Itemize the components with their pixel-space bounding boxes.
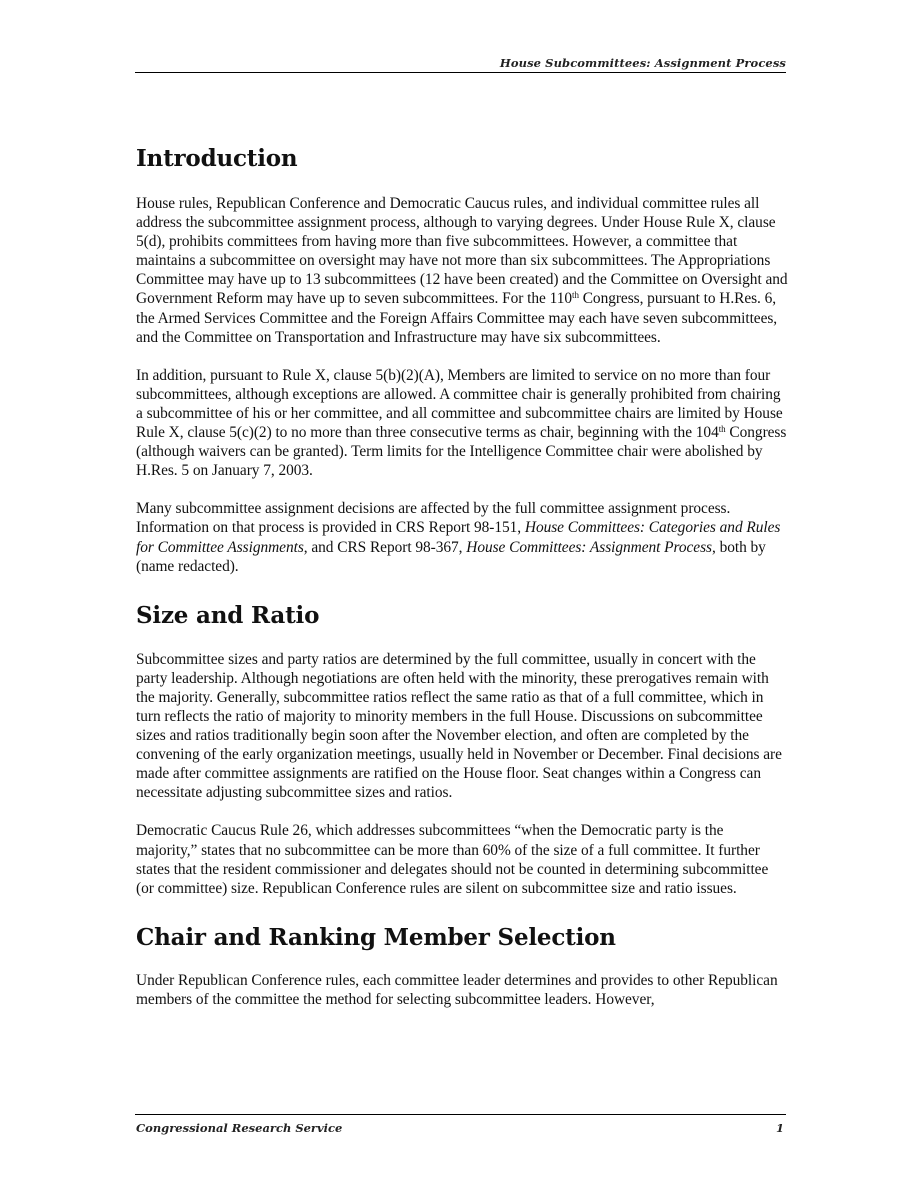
- chair-paragraph-1: Under Republican Conference rules, each committee leader determines and provides to other Republican members of the committee the method for selecting subcommittee leaders. However,: [136, 971, 778, 1008]
- intro-p3-text-b: , and CRS Report 98-367,: [303, 538, 467, 556]
- report-title-categories: House Committees: Categories and Rules for Committee Assignments: [136, 519, 781, 556]
- intro-p2-text-a: In addition, pursuant to Rule X, clause 5(b)(2)(A), Members are limited to service on no more than four subcommittees, although exceptions are allowed. A committee chair is generally prohibited from chairing a subcommittee of his or her committee, and all committee and subcommittee chairs are limited by House Rule X, clause 5(c)(2) to no more than three consecutive terms as chair, beginning with the 104: [136, 366, 783, 442]
- size-paragraph-2: Democratic Caucus Rule 26, which addresses subcommittees “when the Democratic party is the majority,” states that no subcommittee can be more than 60% of the size of a full committee. It further states that the resident commissioner and delegates should not be counted in determining subcommittee (or committee) size. Republican Conference rules are silent on subcommittee size and ratio issues.: [136, 822, 769, 897]
- page-number: 1: [775, 1121, 784, 1135]
- intro-paragraph-2: [136, 366, 788, 481]
- intro-p1-text-a: House rules, Republican Conference and Democratic Caucus rules, and individual committee rules all address the subcommittee assignment process, although to varying degrees. Under House Rule X, clause 5(d), prohibits committees from having more than five subcommittees. However, a committee that maintains a subcommittee on oversight may have not more than six subcommittees. The Appropriations Committee may have up to 13 subcommittees (12 have been created) and the Committee on Oversight and Government Reform may have up to seven subcommittees. For the 110: [136, 195, 788, 308]
- intro-p2-superscript: th: [718, 424, 726, 435]
- footer-rule: [135, 1114, 786, 1115]
- size-paragraph-1: Subcommittee sizes and party ratios are determined by the full committee, usually in concert with the party leadership. Although negotiations are often held with the minority, these prerogatives remain with the majority. Generally, subcommittee ratios reflect the same ratio as that of a full committee, which in turn reflects the ratio of majority to minority members in the full House. Discussions on subcommittee sizes and ratios traditionally begin soon after the November election, and often are completed by the convening of the early organization meetings, usually held in November or December. Final decisions are made after committee assignments are ratified on the House floor. Seat changes within a Congress can necessitate adjusting subcommittee sizes and ratios.: [136, 650, 782, 802]
- header-rule: [135, 72, 786, 73]
- intro-paragraph-1: [136, 194, 788, 347]
- footer-source: Congressional Research Service: [136, 1121, 343, 1135]
- report-title-assignment: House Committees: Assignment Process: [466, 538, 712, 556]
- intro-p1-text-b: Congress, pursuant to H.Res. 6, the Armed Services Committee and the Foreign Affairs Committee may each have seven subcommittees, and the Committee on Transportation and Infrastructure may have six subcommittees.: [136, 290, 778, 346]
- intro-paragraph-3: [136, 499, 788, 575]
- running-header: House Subcommittees: Assignment Process: [499, 56, 786, 70]
- intro-p3-text-c: , both by (name redacted).: [136, 538, 766, 575]
- intro-p2-text-b: Congress (although waivers can be granted). Term limits for the Intelligence Committee chair were abolished by H.Res. 5 on January 7, 2003.: [136, 424, 787, 480]
- intro-p1-superscript: th: [572, 290, 579, 301]
- heading-introduction: Introduction: [136, 145, 298, 172]
- page-body: [136, 143, 788, 1028]
- heading-chair-selection: Chair and Ranking Member Selection: [136, 923, 616, 951]
- intro-p3-text-a: Many subcommittee assignment decisions are affected by the full committee assignment process. Information on that process is provided in CRS Report 98-151,: [136, 500, 731, 537]
- heading-size-ratio: Size and Ratio: [136, 601, 320, 629]
